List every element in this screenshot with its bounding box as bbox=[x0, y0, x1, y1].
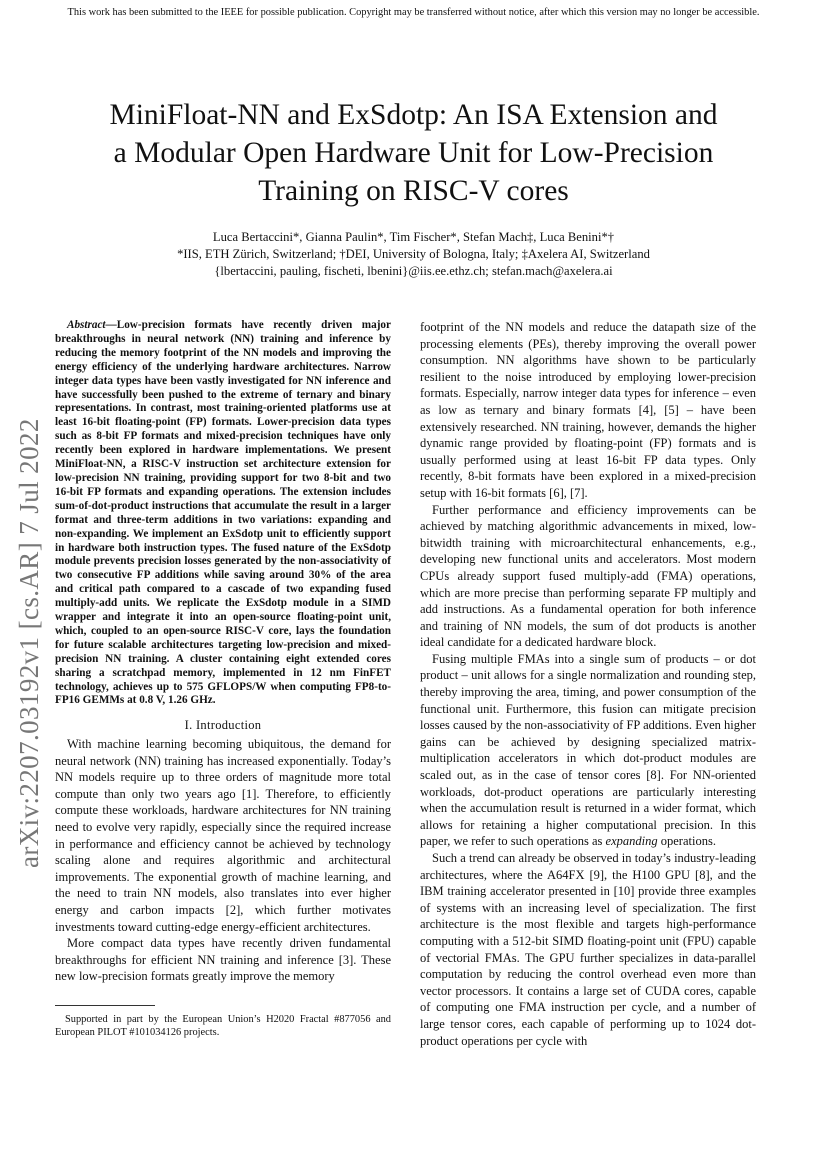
author-emails: {lbertaccini, pauling, fischeti, lbenini}@iis.ee.ethz.ch; stefan.mach@axelera.ai bbox=[214, 264, 613, 278]
body-paragraph: Such a trend can already be observed in today’s industry-leading architectures, where the A64FX [9], the H100 GPU [8], and the IBM training accelerator presented in [10] provide three examples of systems with an increasing level of specialization. The first architecture is the most flexible and targets high-performance computing with a 512-bit SIMD floating-point unit (FPU) capable of vectorial FMAs. The GPU further specializes in data-parallel computation by reducing the control overhead even more than vector processors. It contains a large set of CUDA cores, capable of computing one FMA instruction per cycle, and a number of large tensor cores, each capable of performing up to 1024 dot-product operations per cycle with bbox=[420, 851, 756, 1048]
footnote: Supported in part by the European Union’s H2020 Fractal #877056 and European PILOT #101034126 projects. bbox=[55, 1014, 391, 1038]
affiliations: *IIS, ETH Zürich, Switzerland; †DEI, University of Bologna, Italy; ‡Axelera AI, Switzerland bbox=[177, 247, 650, 261]
emphasis-text: expanding bbox=[605, 834, 658, 849]
body-paragraph: More compact data types have recently driven fundamental breakthroughs for efficient NN training and inference [3]. These new low-precision formats greatly improve the memory bbox=[55, 936, 391, 984]
title-line: Training on RISC-V cores bbox=[258, 175, 569, 207]
author-block bbox=[60, 229, 767, 280]
section-heading: I. Introduction bbox=[184, 718, 262, 733]
author-list: Luca Bertaccini*, Gianna Paulin*, Tim Fischer*, Stefan Mach‡, Luca Benini*† bbox=[212, 230, 615, 244]
title-line: MiniFloat-NN and ExSdotp: An ISA Extension and bbox=[109, 99, 718, 131]
abstract-text: —Low-precision formats have recently driven major breakthroughs in neural network (NN) training and inference by reducing the memory footprint of the NN models and improving the energy efficiency of the underlying hardware architectures. Narrow integer data types have been vastly investigated for NN inference and have successfully been pushed to the extreme of ternary and binary representations. In contrast, most training-oriented platforms use at least 16-bit floating-point (FP) formats. Lower-precision data types such as 8-bit FP formats and mixed-precision techniques have only recently been explored in hardware implementations. We present MiniFloat-NN, a RISC-V instruction set architecture extension for low-precision NN training, providing support for two 8-bit and two 16-bit FP formats and expanding operations. The extension includes sum-of-dot-product instructions that accumulate the result in a larger format and three-term additions in two variations: expanding and non-expanding. We implement an ExSdotp unit to efficiently support in hardware both instruction types. The fused nature of the ExSdotp module prevents precision losses generated by the non-associativity of two consecutive FP additions while saving around 30% of the area and critical path compared to a cascade of two expanding fused multiply-add units. We replicate the ExSdotp module in a SIMD wrapper and integrate it into an open-source floating-point unit, which, coupled to an open-source RISC-V core, lays the foundation for future scalable architectures targeting low-precision and mixed-precision NN training. A cluster containing eight extended cores sharing a scratchpad memory, implemented in 12 nm FinFET technology, achieves up to 575 GFLOPS/W when computing FP8-to-FP16 GEMMs at 0.8 V, 1.26 GHz. bbox=[55, 319, 391, 707]
body-paragraph: Further performance and efficiency improvements can be achieved by matching algorithmic advancements in mixed, low-bitwidth training with microarchitectural enhancements, e.g., developing new functional units and accelerators. Most modern CPUs already support fused multiply-add (FMA) operations, which are more precise than performing separate FP multiply and add instructions. As a fundamental operation for both inference and training of NN models, the sum of dot products is another ideal candidate for a dedicated hardware block. bbox=[420, 502, 756, 650]
right-column bbox=[420, 319, 756, 1049]
paragraph-tail: operations. bbox=[657, 834, 716, 849]
abstract-lead: Abstract bbox=[67, 319, 106, 331]
abstract bbox=[55, 319, 391, 708]
left-column bbox=[55, 319, 391, 985]
body-paragraph: footprint of the NN models and reduce the datapath size of the processing elements (PEs), thereby improving the overall power consumption. NN algorithms have shown to be particularly resilient to the noise introduced by employing lower-precision formats. Especially, narrow integer data types for inference – even as low as ternary and binary formats [4], [5] – have been extensively researched. NN training, however, demands the higher dynamic range provided by floating-point (FP) formats and is usually performed using at least 16-bit FP data types. Only recently, 8-bit formats have been explored in a mixed-precision setup with 16-bit formats [6], [7]. bbox=[420, 320, 756, 500]
paper-title bbox=[50, 96, 777, 210]
publication-notice: This work has been submitted to the IEEE for possible publication. Copyright may be transferred without notice, after which this version may no longer be accessible. bbox=[67, 7, 760, 18]
body-paragraph: With machine learning becoming ubiquitous, the demand for neural network (NN) training has increased exponentially. Today’s NN models require up to three orders of magnitude more total compute than only two years ago [1]. Therefore, to efficiently compute these workloads, hardware architectures for NN training need to evolve very rapidly, especially since the required increase in performance and efficiency cannot be achieved by technology scaling alone and requires algorithmic and architectural improvements. The exponential growth of machine learning, and the need to train NN models, also translates into ever higher energy and carbon impacts [2], which further motivates investments toward cutting-edge energy-efficient architectures. bbox=[55, 736, 391, 934]
body-paragraph bbox=[420, 651, 756, 850]
arxiv-stamp: arXiv:2207.03192v1 [cs.AR] 7 Jul 2022 bbox=[14, 418, 44, 868]
paragraph-text: Fusing multiple FMAs into a single sum of products – or dot product – unit allows for a single normalization and rounding step, thereby improving the area, timing, and power consumption of the functional unit. Furthermore, this fusion can mitigate precision losses caused by the non-associativity of FP additions. Even higher gains can be achieved by designing specialized matrix-multiplication accelerators in which dot-product modules are scaled out, as in the case of tensor cores [8]. For NN-oriented workloads, dot-product operations are particularly interesting when the accumulation result is returned in a wider format, which allows for retaining a higher computational precision. In this paper, we refer to such operations as bbox=[420, 651, 756, 849]
title-line: a Modular Open Hardware Unit for Low-Precision bbox=[113, 137, 714, 169]
footnote-rule bbox=[55, 1005, 155, 1006]
